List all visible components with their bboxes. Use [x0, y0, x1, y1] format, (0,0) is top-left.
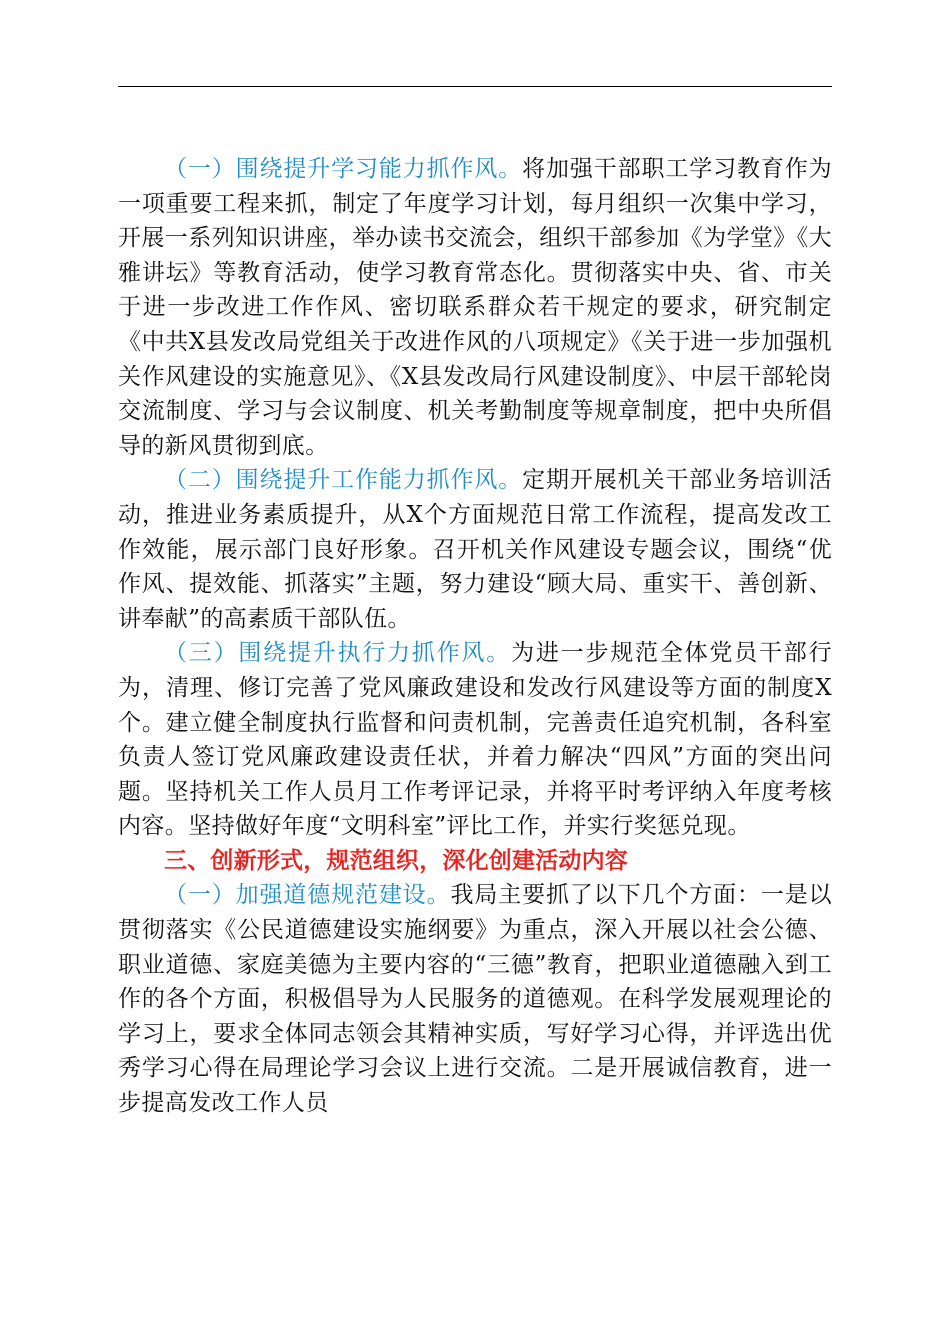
paragraph-1-heading: （一）围绕提升学习能力抓作风。 — [164, 156, 523, 182]
paragraph-3-heading: （三）围绕提升执行力抓作风。 — [164, 640, 512, 667]
section-heading: 三、创新形式，规范组织，深化创建活动内容 — [164, 847, 628, 874]
paragraph-1 — [118, 152, 832, 463]
paragraph-4-heading: （一）加强道德规范建设。 — [164, 882, 451, 909]
paragraph-4 — [118, 878, 832, 1120]
paragraph-2-heading: （二）围绕提升工作能力抓作风。 — [164, 467, 523, 494]
paragraph-1-body: 将加强干部职工学习教育作为一项重要工程来抓，制定了年度学习计划，每月组织一次集中学习，开展一系列知识讲座，举办读书交流会，组织干部参加《为学堂》《大雅讲坛》等教育活动，使学习教育常态化。贯彻落实中央、省、市关于进一步改进工作作风、密切联系群众若干规定的要求，研究制定《中共X县发改局党组关于改进作风的八项规定》《关于进一步加强机关作风建设的实施意见》、《X县发改局行风建设制度》、中层干部轮岗交流制度、学习与会议制度、机关考勤制度等规章制度，把中央所倡导的新风贯彻到底。 — [118, 156, 832, 459]
document-body — [118, 152, 832, 1121]
paragraph-3 — [118, 636, 832, 844]
paragraph-2 — [118, 463, 832, 636]
paragraph-3-body: 为进一步规范全体党员干部行为，清理、修订完善了党风廉政建设和发改行风建设等方面的制度X个。建立健全制度执行监督和问责机制，完善责任追究机制，各科室负责人签订党风廉政建设责任状，并着力解决“四风”方面的突出问题。坚持机关工作人员月工作考评记录，并将平时考评纳入年度考核内容。坚持做好年度“文明科室”评比工作，并实行奖惩兑现。 — [118, 640, 832, 840]
paragraph-2-body: 定期开展机关干部业务培训活动，推进业务素质提升，从X个方面规范日常工作流程，提高发改工作效能，展示部门良好形象。召开机关作风建设专题会议，围绕“优作风、提效能、抓落实”主题，努力建设“顾大局、重实干、善创新、讲奉献”的高素质干部队伍。 — [118, 467, 832, 632]
paragraph-4-body: 我局主要抓了以下几个方面：一是以贯彻落实《公民道德建设实施纲要》为重点，深入开展以社会公德、职业道德、家庭美德为主要内容的“三德”教育，把职业道德融入到工作的各个方面，积极倡导为人民服务的道德观。在科学发展观理论的学习上，要求全体同志领会其精神实质，写好学习心得，并评选出优秀学习心得在局理论学习会议上进行交流。二是开展诚信教育，进一步提高发改工作人员 — [118, 882, 832, 1117]
header-rule — [118, 86, 832, 87]
